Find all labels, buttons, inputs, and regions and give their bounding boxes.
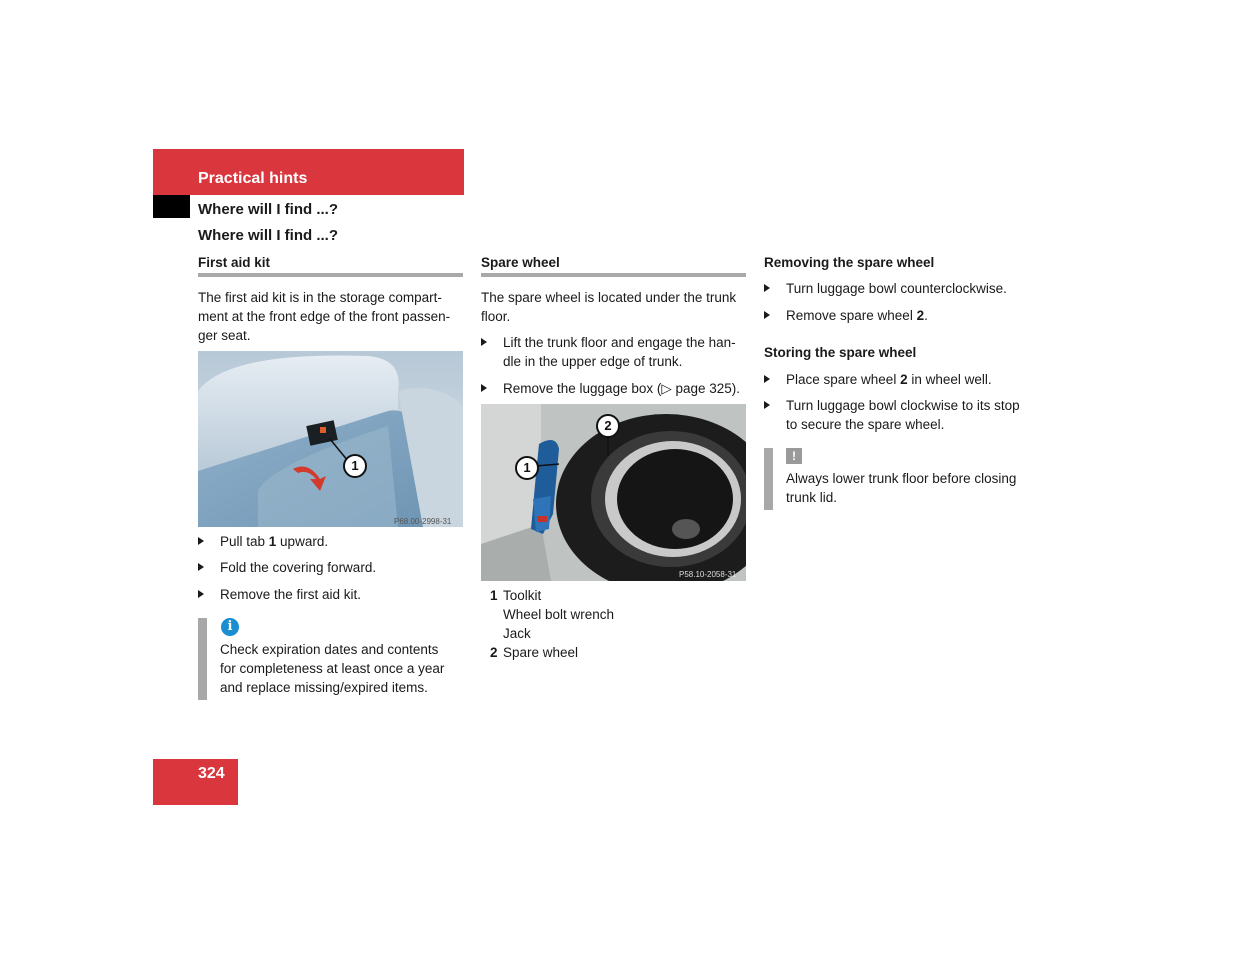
bullet-arrow-icon bbox=[481, 384, 487, 392]
image-code: P68.00-2998-31 bbox=[394, 517, 452, 526]
info-note-bar bbox=[198, 618, 207, 700]
first-aid-intro bbox=[198, 288, 466, 345]
bullet-arrow-icon bbox=[198, 537, 204, 545]
step-turn-counterclockwise: Turn luggage bowl counterclockwise. bbox=[764, 279, 1032, 298]
step-turn-clockwise: Turn luggage bowl clockwise to its stop to secure the spare wheel. bbox=[764, 396, 1032, 434]
first-aid-kit-image bbox=[198, 351, 463, 527]
warning-note-bar bbox=[764, 448, 773, 510]
section-title: Practical hints bbox=[198, 170, 308, 187]
step-fold-covering: Fold the covering forward. bbox=[198, 558, 463, 577]
bullet-arrow-icon bbox=[764, 284, 770, 292]
spare-wheel-intro: The spare wheel is located under the trunk floor. bbox=[481, 290, 737, 324]
subsection-title: Where will I find ...? bbox=[198, 201, 339, 218]
first-aid-kit-heading: First aid kit bbox=[198, 255, 271, 270]
callout-1: 1 bbox=[515, 456, 539, 480]
bullet-arrow-icon bbox=[764, 375, 770, 383]
storing-spare-wheel-heading: Storing the spare wheel bbox=[764, 345, 917, 360]
section-tab-marker bbox=[153, 195, 190, 218]
step-remove-spare-wheel: Remove spare wheel 2. bbox=[764, 306, 1032, 325]
spare-wheel-image bbox=[481, 404, 746, 581]
step-lift-trunk-floor: Lift the trunk floor and engage the han- dle in the upper edge of trunk. bbox=[481, 333, 749, 371]
bullet-arrow-icon bbox=[764, 311, 770, 319]
callout-2: 2 bbox=[596, 414, 620, 438]
page-number: 324 bbox=[198, 765, 225, 782]
bullet-arrow-icon bbox=[198, 563, 204, 571]
page-number-box bbox=[153, 759, 238, 805]
info-icon: i bbox=[221, 618, 239, 636]
step-remove-luggage-box: Remove the luggage box (▷ page 325). bbox=[481, 379, 749, 398]
intro-line: The first aid kit is in the storage compart- bbox=[198, 290, 442, 305]
bullet-arrow-icon bbox=[764, 401, 770, 409]
heading-rule bbox=[198, 273, 463, 277]
intro-line: ger seat. bbox=[198, 328, 251, 343]
bullet-arrow-icon bbox=[481, 338, 487, 346]
heading-rule bbox=[481, 273, 746, 277]
spare-wheel-heading: Spare wheel bbox=[481, 255, 560, 270]
legend-item-2: 2 Spare wheel bbox=[490, 645, 579, 660]
step-remove-kit: Remove the first aid kit. bbox=[198, 585, 463, 604]
legend-item-1: 1 Toolkit Wheel bolt wrench Jack bbox=[490, 588, 615, 641]
removing-spare-wheel-heading: Removing the spare wheel bbox=[764, 255, 935, 270]
step-place-spare-wheel: Place spare wheel 2 in wheel well. bbox=[764, 370, 1032, 389]
image-legend bbox=[481, 586, 749, 662]
warning-note-text: Always lower trunk floor before closing trunk lid. bbox=[786, 471, 1017, 505]
warning-icon: ! bbox=[786, 448, 802, 464]
image-code: P58.10-2058-31 bbox=[679, 570, 737, 579]
info-note-text: Check expiration dates and contents for completeness at least once a year and replace missing/expired items. bbox=[220, 642, 445, 695]
step-pull-tab: Pull tab 1 upward. bbox=[198, 532, 463, 551]
intro-line: ment at the front edge of the front passen- bbox=[198, 309, 451, 324]
bullet-arrow-icon bbox=[198, 590, 204, 598]
seat-illustration bbox=[198, 351, 463, 527]
callout-1: 1 bbox=[343, 454, 367, 478]
page-heading: Where will I find ...? bbox=[198, 227, 339, 244]
